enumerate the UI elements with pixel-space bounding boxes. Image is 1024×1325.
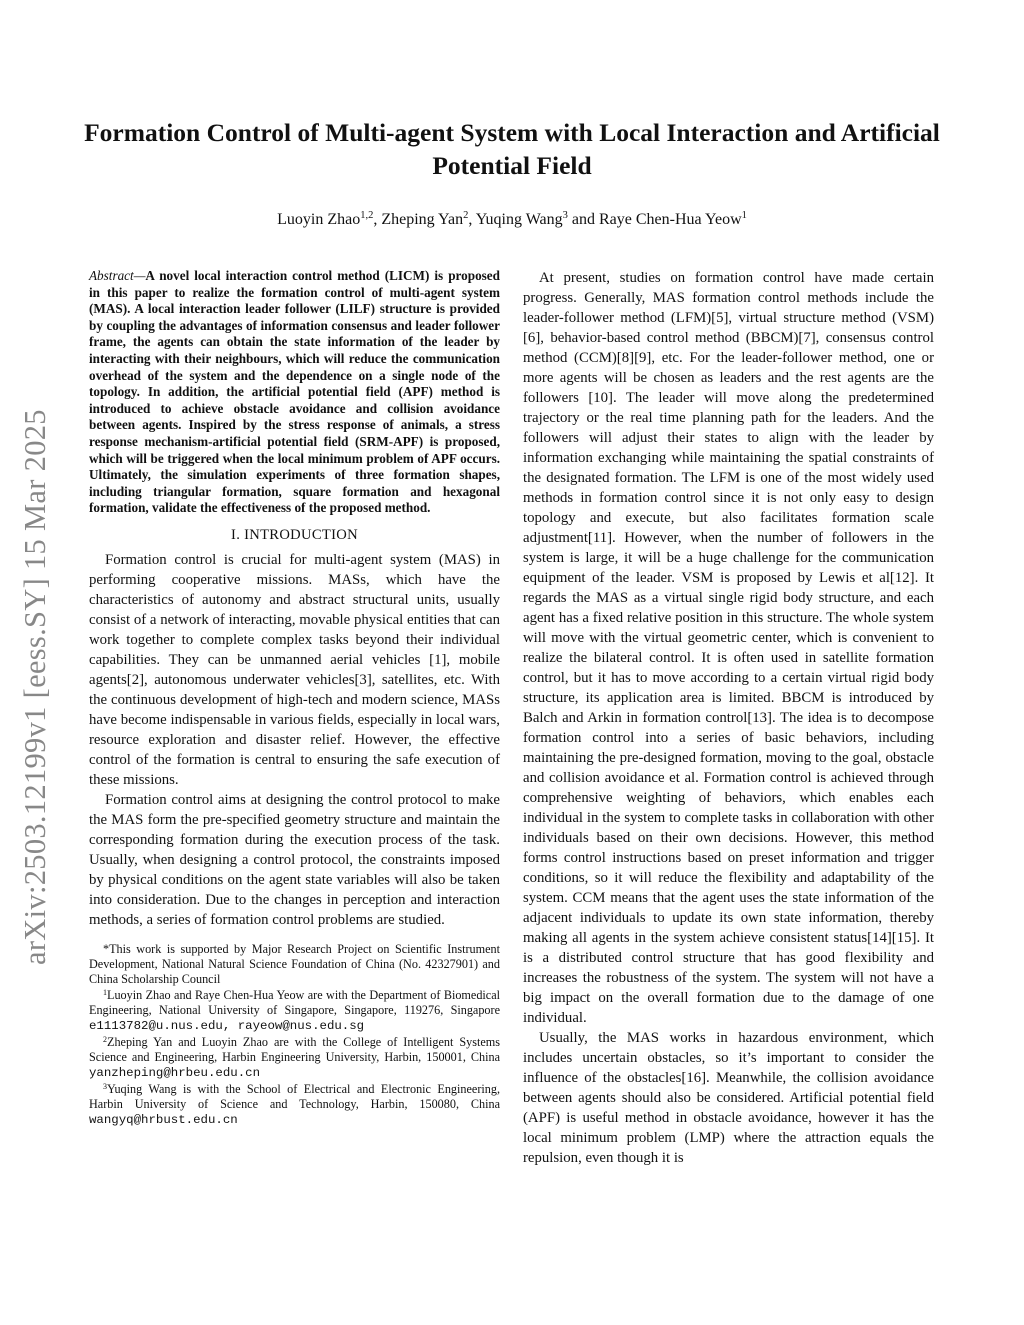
abstract-text: A novel local interaction control method (LICM) is proposed in this paper to realize the formation control of multi-agent system (MAS). A local interaction leader follower (LILF) structure is provided by coupling the advantages of information consensus and leader follower frame, the agents can obtain the state information of the leader by interacting with their neighbours, which will reduce the communication overhead of the system and the dependence on a single node of the topology. In addition, the artificial potential field (APF) method is introduced to achieve obstacle avoidance and collision avoidance between agents. Inspired by the stress response of animals, a stress response mechanism-artificial potential field (SRM-APF) is proposed, which will be triggered when the local minimum problem of APF occurs. Ultimately, the simulation experiments of three formation shapes, including triangular formation, square formation and hexagonal formation, validate the effectiveness of the proposed method.: [89, 268, 500, 516]
footnote: [89, 942, 500, 987]
author-name: Yuqing Wang: [475, 211, 563, 228]
footnote-mark: 3: [103, 1081, 107, 1091]
footnote-text: Luoyin Zhao and Raye Chen-Hua Yeow are with the Department of Biomedical Engineering, National University of Singapore, Singapore, 119276, Singapore: [89, 987, 500, 1017]
email-link[interactable]: wangyq@hrbust.edu.cn: [89, 1112, 238, 1127]
author-affiliation-mark: 2: [463, 210, 469, 221]
footnote: [89, 988, 500, 1034]
right-column: [523, 268, 934, 1168]
footnote: [89, 1082, 500, 1128]
body-paragraph: Formation control aims at designing the control protocol to make the MAS form the pre-specified geometry structure and maintain the corresponding formation during the execution process of the task. Usually, when designing a control protocol, the constraints imposed by physical conditions on the agent state variables will also be taken into consideration. Due to the changes in perception and interaction methods, a series of formation control problems are studied.: [89, 791, 500, 928]
body-paragraph: At present, studies on formation control have made certain progress. Generally, MAS formation control methods include the leader-follower method (LFM)[5], virtual structure method (VSM)[6], behavior-based control method (BBCM)[7], consensus control method (CCM)[8][9], etc. For the leader-follower method, one or more agents will be chosen as leaders and the rest agents are the followers [10]. The leader will move along the predetermined trajectory or the real time planning path for the leaders. And the followers will adjust their states to align with the leader by information exchanging while maintaining the spatial constraints of the designated formation. The LFM is one of the most widely used methods in formation control since it is not only easy to design topology and execute, but also facilitates formation scale adjustment[11]. However, when the number of followers in the system is large, it will be a huge challenge for the communication equipment of the leader. VSM is proposed by Lewis et al[12]. It regards the MAS as a virtual single rigid body structure, and each agent has a fixed relative position in this structure. The whole system will move with the virtual geometric center, which is convenient to realize the bilateral control. It is often used in satellite formation control, but it has to move according to a certain virtual rigid body structure, its application area is limited. BBCM is introduced by Balch and Arkin in formation control[13]. The idea is to decompose formation control into a series of basic behaviors, including maintaining the pre-designed formation, moving to the goal, obstacle and collision avoidance et al. Formation control is achieved through comprehensive weighting of behaviors, which enables each individual in the system to complete tasks in collaboration with other individuals based on their own decisions. However, this method forms control instructions based on preset information and trigger conditions, so it will reduce the flexibility and adaptability of the system. CCM means that the agent uses the state information of the adjacent individuals to update its own state information, thereby making all agents in the system achieve consistent status[14][15]. It is a distributed control structure that has good flexibility and increases the robustness of the system. The system will not have a big impact on the overall formation due to the damage of one individual.: [523, 270, 934, 1026]
footnote: [89, 1035, 500, 1081]
author-name: Luoyin Zhao: [277, 211, 361, 228]
author-affiliation-mark: 1: [741, 210, 747, 221]
body-paragraph: Usually, the MAS works in hazardous environment, which includes uncertain obstacles, so it’s important to consider the influence of the obstacles[16]. Meanwhile, the collision avoidance between agents should also be considered. Artificial potential field (APF) is useful method in obstacle avoidance, however it has the local minimum problem (LMP) where the attraction equals the repulsion, even though it is: [523, 1030, 934, 1166]
arxiv-identifier: arXiv:2503.12199v1 [eess.SY] 15 Mar 2025: [18, 409, 52, 965]
author-list: [60, 209, 964, 231]
footnote-text: *This work is supported by Major Research Project on Scientific Instrument Development, National Natural Science Foundation of China (No. 42327901) and China Scholarship Council: [89, 941, 500, 986]
abstract: [89, 268, 500, 517]
author-separator: ,: [373, 211, 382, 228]
left-column: [89, 268, 500, 1129]
footnote-text: Yuqing Wang is with the School of Electrical and Electronic Engineering, Harbin University of Science and Technology, Harbin, 150080, China: [89, 1081, 500, 1111]
section-heading: I. INTRODUCTION: [231, 526, 358, 543]
body-paragraph: Formation control is crucial for multi-agent system (MAS) in performing cooperative missions. MASs, which have the characteristics of autonomy and abstract structural units, usually consist of a network of interacting, movable physical entities that can work together to complete complex tasks beyond their individual capabilities. They can be unmanned aerial vehicles [1], mobile agents[2], autonomous underwater vehicles[3], satellites, etc. With the continuous development of high-tech and modern science, MASs have become indispensable in various fields, especially in local wars, resource exploration and disaster relief. However, the effective control of the formation is central to ensuring the safe execution of these missions.: [89, 551, 500, 788]
paper-title: Formation Control of Multi-agent System with Local Interaction and Artificial Potential Field: [84, 118, 940, 180]
author-separator: ,: [468, 211, 476, 228]
author-name: Zheping Yan: [381, 211, 464, 228]
footnote-text: Zheping Yan and Luoyin Zhao are with the College of Intelligent Systems Science and Engineering, Harbin Engineering University, Harbin, 150001, China: [89, 1034, 500, 1064]
email-link[interactable]: e1113782@u.nus.edu, rayeow@nus.edu.sg: [89, 1018, 365, 1033]
author-name: Raye Chen-Hua Yeow: [598, 211, 742, 228]
email-link[interactable]: yanzheping@hrbeu.edu.cn: [89, 1065, 261, 1080]
author-separator: and: [567, 211, 599, 228]
author-affiliation-mark: 1,2: [360, 210, 374, 221]
footnote-mark: 2: [103, 1034, 107, 1044]
abstract-lead: Abstract—: [89, 268, 146, 283]
footnote-mark: 1: [103, 987, 107, 997]
footnotes: [89, 942, 500, 1128]
author-affiliation-mark: 3: [562, 210, 568, 221]
